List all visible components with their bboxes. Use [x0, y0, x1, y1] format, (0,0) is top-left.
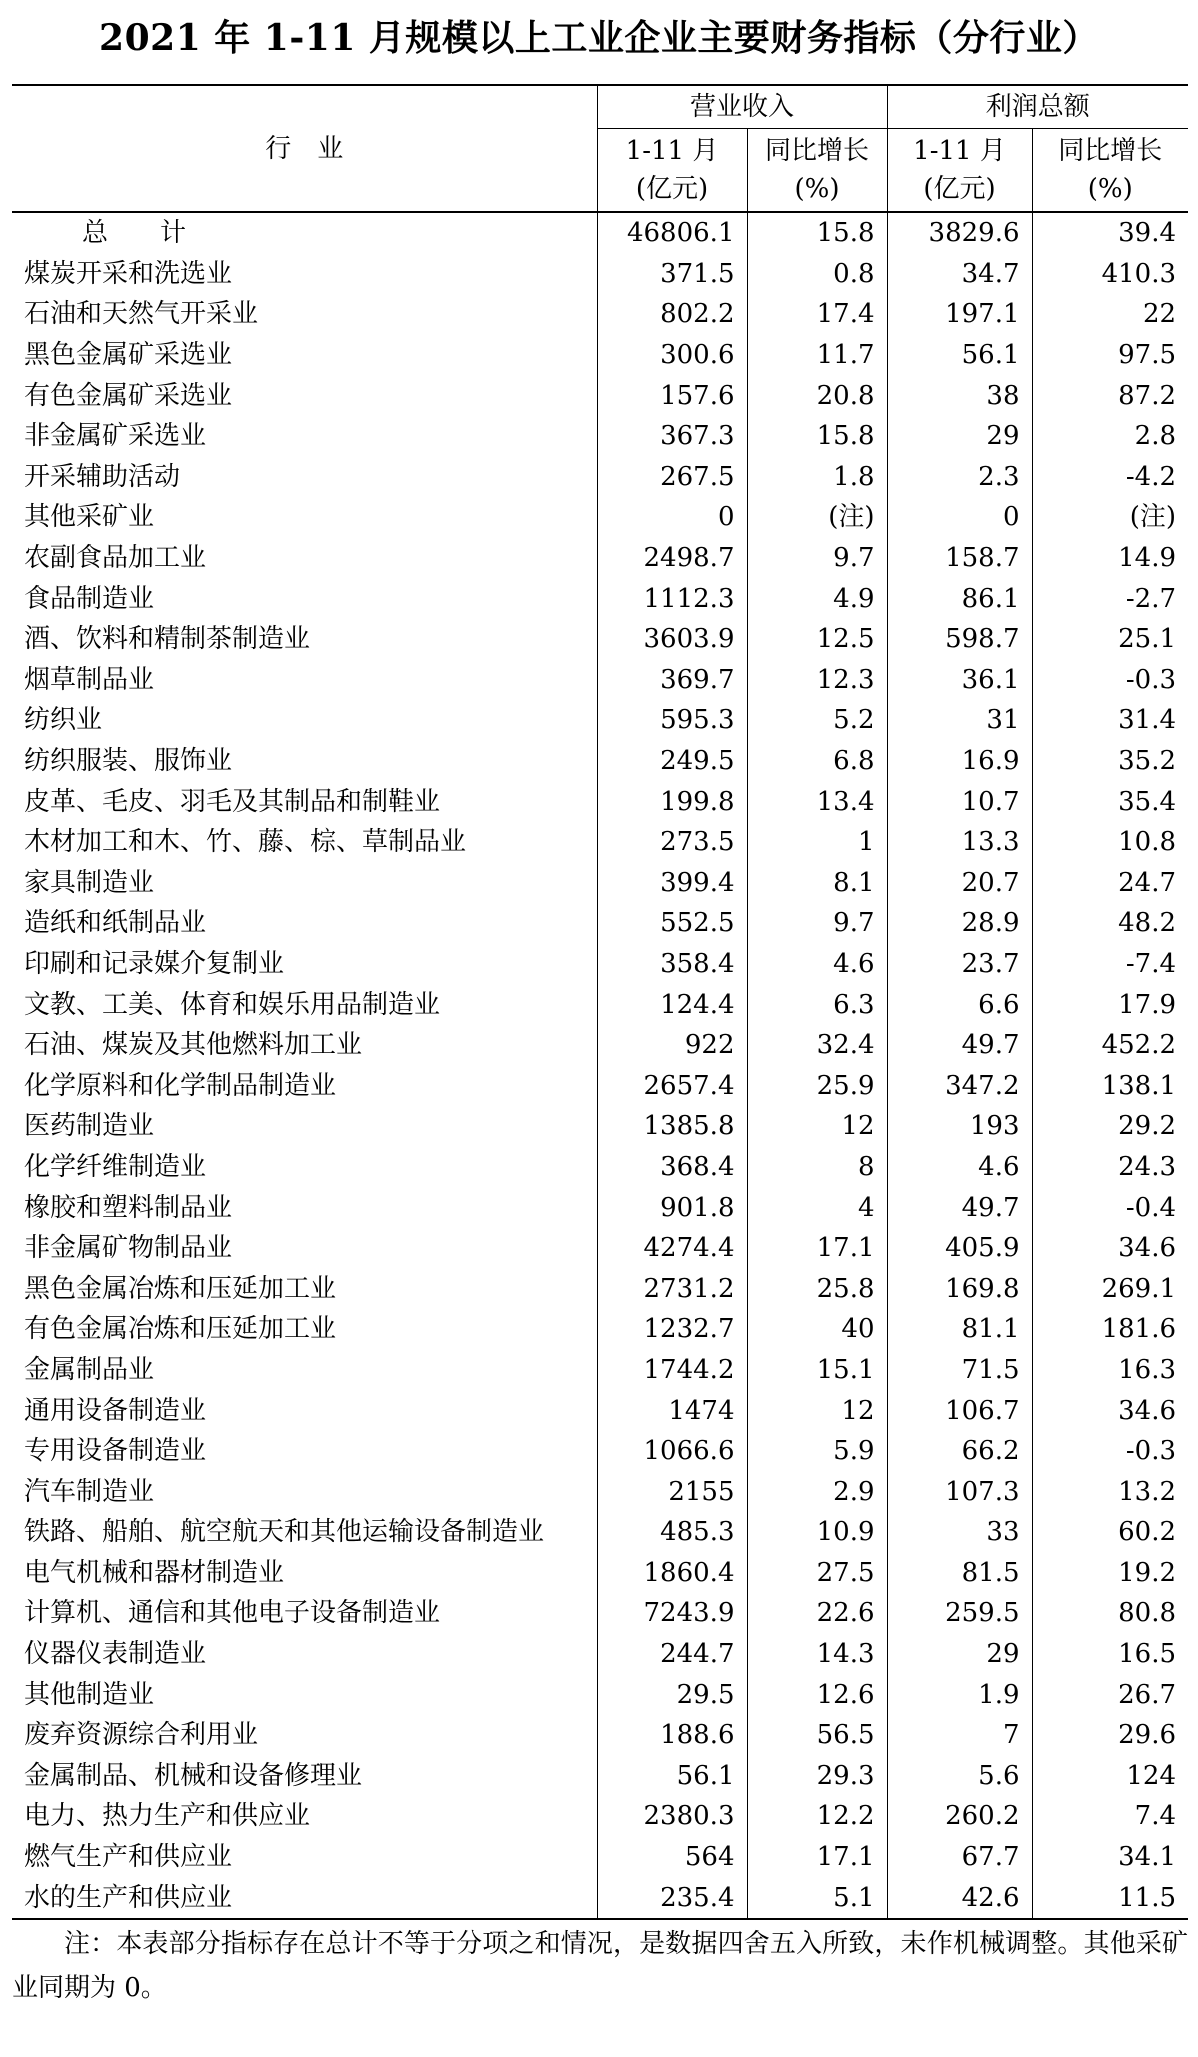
profit-growth-cell: 24.3: [1032, 1147, 1188, 1188]
revenue-growth-cell: 22.6: [747, 1593, 887, 1634]
revenue-value-cell: 267.5: [597, 457, 747, 498]
profit-growth-cell: -0.3: [1032, 660, 1188, 701]
revenue-growth-cell: 6.8: [747, 741, 887, 782]
revenue-value-cell: 1385.8: [597, 1106, 747, 1147]
profit-value-cell: 42.6: [887, 1877, 1032, 1919]
revenue-value-cell: 273.5: [597, 822, 747, 863]
profit-value-cell: 3829.6: [887, 212, 1032, 254]
industry-name-cell: 通用设备制造业: [24, 1395, 207, 1426]
header-revenue: 营业收入: [597, 85, 887, 129]
header-revenue-growth-label: 同比增长: [765, 136, 870, 166]
profit-value-cell: 16.9: [887, 741, 1032, 782]
profit-growth-cell: 25.1: [1032, 619, 1188, 660]
profit-growth-cell: 17.9: [1032, 984, 1188, 1025]
revenue-value-cell: 368.4: [597, 1147, 747, 1188]
table-row: [12, 212, 1188, 254]
industry-name-cell: 有色金属矿采选业: [24, 380, 233, 411]
profit-growth-cell: 452.2: [1032, 1025, 1188, 1066]
revenue-value-cell: 199.8: [597, 781, 747, 822]
profit-growth-cell: 269.1: [1032, 1268, 1188, 1309]
revenue-growth-cell: 9.7: [747, 903, 887, 944]
profit-growth-cell: 29.2: [1032, 1106, 1188, 1147]
table-row: [12, 1431, 1188, 1472]
table-row: [12, 619, 1188, 660]
revenue-value-cell: 46806.1: [597, 212, 747, 254]
profit-growth-cell: (注): [1032, 497, 1188, 538]
table-row: [12, 1268, 1188, 1309]
revenue-value-cell: 188.6: [597, 1715, 747, 1756]
revenue-growth-cell: 20.8: [747, 375, 887, 416]
revenue-growth-cell: 17.1: [747, 1837, 887, 1878]
table-row: [12, 1309, 1188, 1350]
revenue-growth-cell: 4.6: [747, 944, 887, 985]
industry-name-cell: 纺织业: [24, 705, 103, 736]
revenue-value-cell: 399.4: [597, 863, 747, 904]
page-title: 2021 年 1-11 月规模以上工业企业主要财务指标（分行业）: [99, 17, 1099, 59]
industry-name-cell: 酒、饮料和精制茶制造业: [24, 624, 311, 655]
table-row: [12, 984, 1188, 1025]
profit-growth-cell: 7.4: [1032, 1796, 1188, 1837]
revenue-value-cell: 1860.4: [597, 1553, 747, 1594]
revenue-value-cell: 0: [597, 497, 747, 538]
profit-growth-cell: 10.8: [1032, 822, 1188, 863]
industry-name-cell: 黑色金属矿采选业: [24, 340, 233, 371]
header-profit-period-label: 1-11 月: [913, 136, 1006, 166]
profit-growth-cell: 26.7: [1032, 1674, 1188, 1715]
industry-name-cell: 废弃资源综合利用业: [24, 1720, 259, 1751]
header-profit-growth-label: 同比增长: [1058, 136, 1163, 166]
revenue-growth-cell: 56.5: [747, 1715, 887, 1756]
header-profit-growth: [1032, 129, 1188, 213]
profit-value-cell: 7: [887, 1715, 1032, 1756]
table-row: [12, 822, 1188, 863]
header-industry: 行 业: [12, 85, 597, 212]
profit-growth-cell: 16.3: [1032, 1350, 1188, 1391]
revenue-value-cell: 358.4: [597, 944, 747, 985]
table-row: [12, 660, 1188, 701]
profit-growth-cell: 87.2: [1032, 375, 1188, 416]
industry-name-cell: 燃气生产和供应业: [24, 1842, 233, 1873]
revenue-value-cell: 3603.9: [597, 619, 747, 660]
profit-growth-cell: 35.2: [1032, 741, 1188, 782]
industry-name-cell: 有色金属冶炼和压延加工业: [24, 1314, 337, 1345]
header-revenue-period: [597, 129, 747, 213]
profit-growth-cell: 138.1: [1032, 1065, 1188, 1106]
industry-name-cell: 化学纤维制造业: [24, 1151, 207, 1182]
revenue-growth-cell: 0.8: [747, 254, 887, 295]
profit-value-cell: 347.2: [887, 1065, 1032, 1106]
revenue-value-cell: 564: [597, 1837, 747, 1878]
revenue-value-cell: 485.3: [597, 1512, 747, 1553]
profit-growth-cell: 13.2: [1032, 1471, 1188, 1512]
industry-name-cell: 石油、煤炭及其他燃料加工业: [24, 1030, 363, 1061]
revenue-growth-cell: 8: [747, 1147, 887, 1188]
revenue-value-cell: 2731.2: [597, 1268, 747, 1309]
revenue-growth-cell: 15.8: [747, 212, 887, 254]
revenue-growth-cell: 6.3: [747, 984, 887, 1025]
profit-value-cell: 5.6: [887, 1756, 1032, 1797]
profit-growth-cell: -4.2: [1032, 457, 1188, 498]
revenue-growth-cell: 4: [747, 1187, 887, 1228]
table-row: [12, 335, 1188, 376]
revenue-growth-cell: 4.9: [747, 578, 887, 619]
footnote: 注：本表部分指标存在总计不等于分项之和情况，是数据四舍五入所致，未作机械调整。其他采矿业同期为 0。: [12, 1929, 1188, 2003]
profit-growth-cell: 2.8: [1032, 416, 1188, 457]
industry-name-cell: 开采辅助活动: [24, 461, 181, 492]
industry-name-cell: 煤炭开采和洗选业: [24, 258, 233, 289]
header-revenue-period-label: 1-11 月: [625, 136, 719, 166]
industry-name-cell: 文教、工美、体育和娱乐用品制造业: [24, 989, 441, 1020]
profit-value-cell: 13.3: [887, 822, 1032, 863]
industry-name-cell: 仪器仪表制造业: [24, 1639, 207, 1670]
industry-name-cell: 专用设备制造业: [24, 1436, 207, 1467]
profit-value-cell: 81.5: [887, 1553, 1032, 1594]
profit-growth-cell: 34.6: [1032, 1228, 1188, 1269]
industry-name-cell: 木材加工和木、竹、藤、棕、草制品业: [24, 827, 467, 858]
revenue-value-cell: 1232.7: [597, 1309, 747, 1350]
revenue-value-cell: 1112.3: [597, 578, 747, 619]
profit-value-cell: 158.7: [887, 538, 1032, 579]
profit-value-cell: 34.7: [887, 254, 1032, 295]
revenue-value-cell: 235.4: [597, 1877, 747, 1919]
industry-name-cell: 医药制造业: [24, 1111, 155, 1142]
industry-name-cell: 石油和天然气开采业: [24, 299, 259, 330]
revenue-growth-cell: 12.3: [747, 660, 887, 701]
revenue-value-cell: 369.7: [597, 660, 747, 701]
revenue-value-cell: 552.5: [597, 903, 747, 944]
revenue-growth-cell: 17.4: [747, 294, 887, 335]
table-row: [12, 1471, 1188, 1512]
revenue-value-cell: 1066.6: [597, 1431, 747, 1472]
revenue-growth-cell: 12.6: [747, 1674, 887, 1715]
revenue-growth-cell: 15.8: [747, 416, 887, 457]
table-row: [12, 1147, 1188, 1188]
revenue-growth-cell: 5.1: [747, 1877, 887, 1919]
header-revenue-growth-unit: (%): [794, 174, 840, 204]
table-row: [12, 375, 1188, 416]
table-row: [12, 457, 1188, 498]
industry-name-cell: 总 计: [82, 218, 187, 249]
industry-name-cell: 印刷和记录媒介复制业: [24, 948, 285, 979]
industry-name-cell: 非金属矿采选业: [24, 421, 207, 452]
revenue-growth-cell: 9.7: [747, 538, 887, 579]
profit-value-cell: 197.1: [887, 294, 1032, 335]
profit-growth-cell: 22: [1032, 294, 1188, 335]
table-row: [12, 1634, 1188, 1675]
profit-growth-cell: 29.6: [1032, 1715, 1188, 1756]
revenue-growth-cell: 11.7: [747, 335, 887, 376]
table-row: [12, 497, 1188, 538]
profit-growth-cell: 410.3: [1032, 254, 1188, 295]
revenue-value-cell: 922: [597, 1025, 747, 1066]
table-row: [12, 1553, 1188, 1594]
profit-value-cell: 36.1: [887, 660, 1032, 701]
table-row: [12, 538, 1188, 579]
header-profit-period-unit: (亿元): [923, 174, 996, 204]
revenue-growth-cell: 2.9: [747, 1471, 887, 1512]
revenue-value-cell: 29.5: [597, 1674, 747, 1715]
industry-name-cell: 其他采矿业: [24, 502, 155, 533]
header-revenue-growth: [747, 129, 887, 213]
profit-growth-cell: -7.4: [1032, 944, 1188, 985]
profit-value-cell: 23.7: [887, 944, 1032, 985]
profit-growth-cell: 181.6: [1032, 1309, 1188, 1350]
revenue-growth-cell: 1.8: [747, 457, 887, 498]
revenue-value-cell: 901.8: [597, 1187, 747, 1228]
profit-value-cell: 49.7: [887, 1025, 1032, 1066]
table-row: [12, 416, 1188, 457]
industry-name-cell: 皮革、毛皮、羽毛及其制品和制鞋业: [24, 786, 441, 817]
revenue-growth-cell: 27.5: [747, 1553, 887, 1594]
table-row: [12, 1512, 1188, 1553]
table-row: [12, 1350, 1188, 1391]
profit-value-cell: 6.6: [887, 984, 1032, 1025]
revenue-value-cell: 2657.4: [597, 1065, 747, 1106]
industry-name-cell: 橡胶和塑料制品业: [24, 1192, 233, 1223]
profit-value-cell: 1.9: [887, 1674, 1032, 1715]
profit-growth-cell: 34.6: [1032, 1390, 1188, 1431]
table-row: [12, 1228, 1188, 1269]
revenue-growth-cell: 29.3: [747, 1756, 887, 1797]
table-row: [12, 1796, 1188, 1837]
revenue-growth-cell: 25.9: [747, 1065, 887, 1106]
profit-growth-cell: 34.1: [1032, 1837, 1188, 1878]
table-row: [12, 254, 1188, 295]
table-row: [12, 1390, 1188, 1431]
table-row: [12, 294, 1188, 335]
revenue-growth-cell: 8.1: [747, 863, 887, 904]
industry-name-cell: 食品制造业: [24, 583, 155, 614]
revenue-value-cell: 124.4: [597, 984, 747, 1025]
industry-name-cell: 家具制造业: [24, 867, 155, 898]
industry-finance-table: [12, 84, 1188, 1920]
revenue-value-cell: 367.3: [597, 416, 747, 457]
profit-value-cell: 38: [887, 375, 1032, 416]
revenue-value-cell: 157.6: [597, 375, 747, 416]
revenue-value-cell: 2498.7: [597, 538, 747, 579]
profit-value-cell: 20.7: [887, 863, 1032, 904]
profit-value-cell: 29: [887, 1634, 1032, 1675]
table-row: [12, 903, 1188, 944]
revenue-growth-cell: 12: [747, 1106, 887, 1147]
table-row: [12, 944, 1188, 985]
profit-value-cell: 49.7: [887, 1187, 1032, 1228]
table-row: [12, 578, 1188, 619]
revenue-value-cell: 1474: [597, 1390, 747, 1431]
profit-value-cell: 259.5: [887, 1593, 1032, 1634]
profit-value-cell: 107.3: [887, 1471, 1032, 1512]
profit-growth-cell: 19.2: [1032, 1553, 1188, 1594]
revenue-value-cell: 371.5: [597, 254, 747, 295]
profit-value-cell: 193: [887, 1106, 1032, 1147]
industry-name-cell: 铁路、船舶、航空航天和其他运输设备制造业: [24, 1517, 545, 1548]
profit-growth-cell: 39.4: [1032, 212, 1188, 254]
table-row: [12, 781, 1188, 822]
revenue-value-cell: 56.1: [597, 1756, 747, 1797]
industry-name-cell: 电力、热力生产和供应业: [24, 1801, 311, 1832]
revenue-growth-cell: 12.5: [747, 619, 887, 660]
industry-name-cell: 纺织服装、服饰业: [24, 746, 233, 777]
revenue-growth-cell: 12.2: [747, 1796, 887, 1837]
revenue-value-cell: 1744.2: [597, 1350, 747, 1391]
profit-growth-cell: 97.5: [1032, 335, 1188, 376]
revenue-growth-cell: 25.8: [747, 1268, 887, 1309]
revenue-growth-cell: 14.3: [747, 1634, 887, 1675]
profit-value-cell: 405.9: [887, 1228, 1032, 1269]
profit-value-cell: 28.9: [887, 903, 1032, 944]
profit-growth-cell: -0.4: [1032, 1187, 1188, 1228]
profit-value-cell: 169.8: [887, 1268, 1032, 1309]
table-row: [12, 1674, 1188, 1715]
profit-value-cell: 4.6: [887, 1147, 1032, 1188]
profit-value-cell: 71.5: [887, 1350, 1032, 1391]
table-row: [12, 1837, 1188, 1878]
profit-value-cell: 66.2: [887, 1431, 1032, 1472]
revenue-growth-cell: 5.2: [747, 700, 887, 741]
profit-value-cell: 33: [887, 1512, 1032, 1553]
revenue-growth-cell: 5.9: [747, 1431, 887, 1472]
table-row: [12, 1593, 1188, 1634]
profit-value-cell: 2.3: [887, 457, 1032, 498]
profit-growth-cell: 24.7: [1032, 863, 1188, 904]
profit-growth-cell: 31.4: [1032, 700, 1188, 741]
profit-value-cell: 86.1: [887, 578, 1032, 619]
industry-name-cell: 化学原料和化学制品制造业: [24, 1070, 337, 1101]
profit-value-cell: 67.7: [887, 1837, 1032, 1878]
revenue-value-cell: 802.2: [597, 294, 747, 335]
profit-value-cell: 29: [887, 416, 1032, 457]
industry-name-cell: 造纸和纸制品业: [24, 908, 207, 939]
profit-value-cell: 81.1: [887, 1309, 1032, 1350]
profit-growth-cell: 35.4: [1032, 781, 1188, 822]
revenue-value-cell: 2155: [597, 1471, 747, 1512]
table-row: [12, 1715, 1188, 1756]
profit-growth-cell: 14.9: [1032, 538, 1188, 579]
header-profit: 利润总额: [887, 85, 1188, 129]
profit-value-cell: 0: [887, 497, 1032, 538]
revenue-growth-cell: 17.1: [747, 1228, 887, 1269]
revenue-value-cell: 249.5: [597, 741, 747, 782]
industry-name-cell: 金属制品、机械和设备修理业: [24, 1760, 363, 1791]
table-row: [12, 1877, 1188, 1919]
table-row: [12, 700, 1188, 741]
table-row: [12, 863, 1188, 904]
industry-name-cell: 黑色金属冶炼和压延加工业: [24, 1273, 337, 1304]
industry-name-cell: 水的生产和供应业: [12, 1877, 597, 1919]
profit-growth-cell: 60.2: [1032, 1512, 1188, 1553]
revenue-value-cell: 244.7: [597, 1634, 747, 1675]
industry-name-cell: 非金属矿物制品业: [24, 1233, 233, 1264]
table-row: [12, 1756, 1188, 1797]
table-row: [12, 1187, 1188, 1228]
header-revenue-period-unit: (亿元): [635, 174, 709, 204]
revenue-growth-cell: 12: [747, 1390, 887, 1431]
revenue-growth-cell: 1: [747, 822, 887, 863]
profit-growth-cell: 48.2: [1032, 903, 1188, 944]
table-row: [12, 1025, 1188, 1066]
revenue-value-cell: 4274.4: [597, 1228, 747, 1269]
header-profit-period: [887, 129, 1032, 213]
profit-value-cell: 106.7: [887, 1390, 1032, 1431]
industry-name-cell: 农副食品加工业: [24, 543, 207, 574]
revenue-value-cell: 7243.9: [597, 1593, 747, 1634]
profit-growth-cell: 80.8: [1032, 1593, 1188, 1634]
revenue-growth-cell: (注): [747, 497, 887, 538]
profit-value-cell: 31: [887, 700, 1032, 741]
profit-growth-cell: 124: [1032, 1756, 1188, 1797]
header-profit-growth-unit: (%): [1087, 174, 1133, 204]
industry-name-cell: 电气机械和器材制造业: [24, 1557, 285, 1588]
revenue-value-cell: 2380.3: [597, 1796, 747, 1837]
revenue-growth-cell: 10.9: [747, 1512, 887, 1553]
profit-growth-cell: -2.7: [1032, 578, 1188, 619]
revenue-growth-cell: 40: [747, 1309, 887, 1350]
industry-name-cell: 其他制造业: [24, 1679, 155, 1710]
profit-value-cell: 598.7: [887, 619, 1032, 660]
revenue-growth-cell: 13.4: [747, 781, 887, 822]
revenue-growth-cell: 15.1: [747, 1350, 887, 1391]
revenue-value-cell: 595.3: [597, 700, 747, 741]
industry-name-cell: 烟草制品业: [24, 664, 155, 695]
profit-growth-cell: 16.5: [1032, 1634, 1188, 1675]
industry-name-cell: 金属制品业: [24, 1354, 155, 1385]
table-row: [12, 1106, 1188, 1147]
profit-value-cell: 56.1: [887, 335, 1032, 376]
industry-name-cell: 汽车制造业: [24, 1476, 155, 1507]
profit-growth-cell: -0.3: [1032, 1431, 1188, 1472]
table-row: [12, 741, 1188, 782]
table-row: [12, 1065, 1188, 1106]
profit-value-cell: 10.7: [887, 781, 1032, 822]
profit-value-cell: 260.2: [887, 1796, 1032, 1837]
revenue-growth-cell: 32.4: [747, 1025, 887, 1066]
industry-name-cell: 计算机、通信和其他电子设备制造业: [24, 1598, 441, 1629]
profit-growth-cell: 11.5: [1032, 1877, 1188, 1919]
revenue-value-cell: 300.6: [597, 335, 747, 376]
